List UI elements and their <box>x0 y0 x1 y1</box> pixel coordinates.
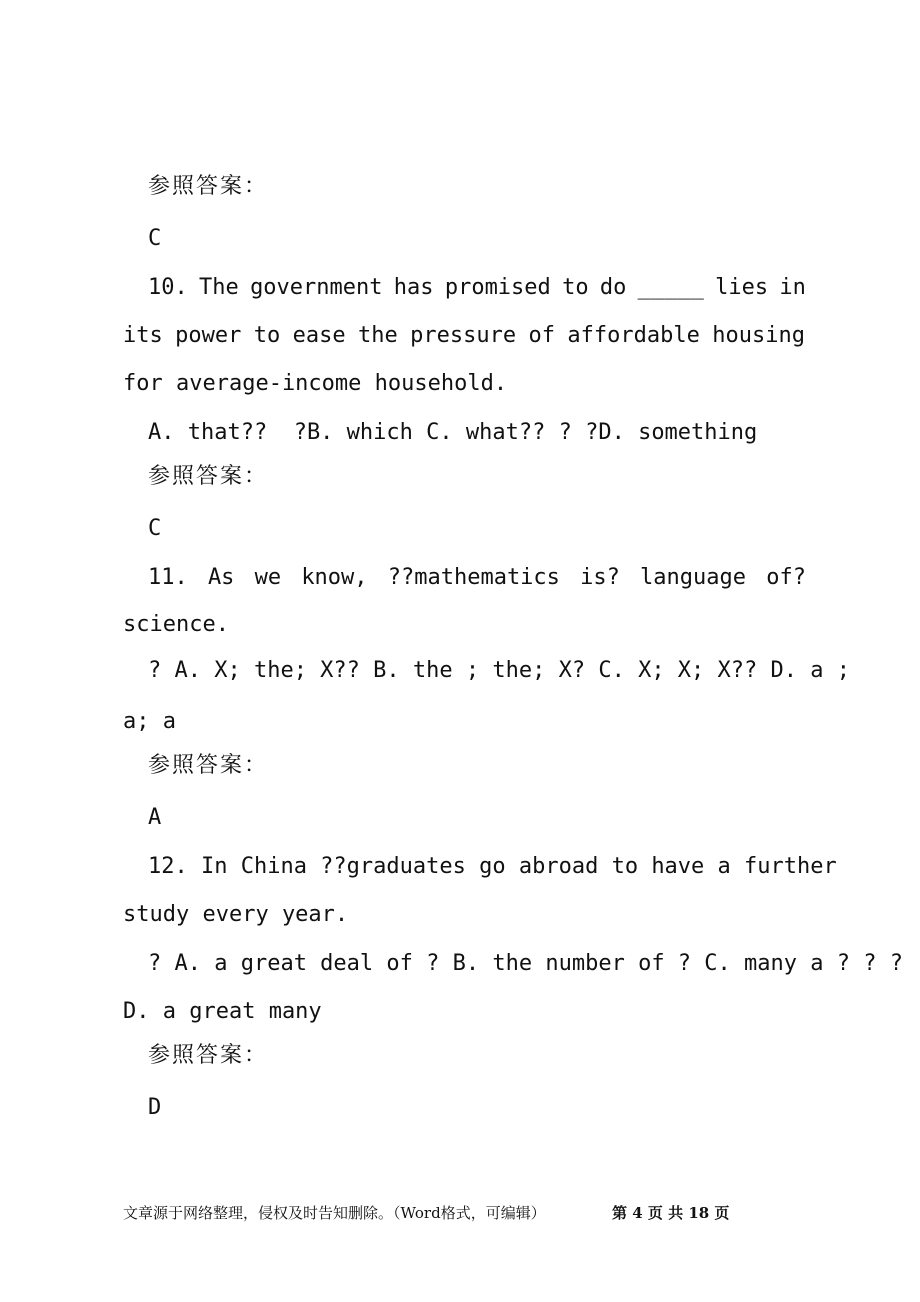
answer-blank: _____ <box>637 275 704 300</box>
word: As <box>207 565 235 590</box>
question-12-options-line-2: D. a great many <box>123 999 322 1024</box>
question-10-stem-line-2 <box>123 321 805 351</box>
word: ease <box>292 323 346 348</box>
question-12-stem-line-1: 12. In China ??graduates go abroad to have a further <box>148 854 837 879</box>
word: to <box>253 323 281 348</box>
footer-page-number: 第 4 页 共 18 页 <box>612 1204 730 1222</box>
word: ??mathematics <box>387 565 560 590</box>
word: 10. <box>148 275 188 300</box>
word: The <box>199 275 239 300</box>
answer-value: C <box>148 516 162 541</box>
question-11-options-line-1: ? A. X; the; X?? B. the ; the; X? C. X; X; X?? D. a ; <box>148 658 850 683</box>
question-11-options-line-2: a; a <box>123 709 176 734</box>
word: promised <box>444 275 551 300</box>
word: its <box>123 323 163 348</box>
word: is? <box>580 565 620 590</box>
word: the <box>358 323 398 348</box>
question-10-stem-line-1 <box>148 273 806 303</box>
word: of? <box>766 565 806 590</box>
question-12-stem-line-2: study every year. <box>123 902 349 927</box>
word: government <box>250 275 383 300</box>
word: has <box>393 275 434 300</box>
word: to <box>562 275 589 300</box>
answer-label: 参照答案： <box>148 174 269 199</box>
answer-label: 参照答案： <box>148 1043 269 1068</box>
answer-value: C <box>148 226 162 251</box>
word: lies <box>715 275 769 300</box>
word: housing <box>712 323 805 348</box>
word: affordable <box>567 323 700 348</box>
word: know, <box>301 565 368 590</box>
answer-label: 参照答案： <box>148 464 269 489</box>
word: in <box>779 275 806 300</box>
word: 11. <box>148 565 188 590</box>
answer-label: 参照答案： <box>148 753 269 778</box>
question-11-stem-line-2: science. <box>123 612 229 637</box>
word: language <box>640 565 747 590</box>
word: do <box>599 275 627 300</box>
question-10-options: A. that?? ?B. which C. what?? ? ?D. something <box>148 420 758 445</box>
question-11-stem-line-1 <box>148 563 806 593</box>
question-12-options-line-1: ? A. a great deal of ? B. the number of ? C. many a ? ? ? <box>148 951 903 976</box>
footer-source-note: 文章源于网络整理，侵权及时告知删除。（Word格式，可编辑） <box>123 1204 546 1222</box>
word: power <box>175 323 242 348</box>
word: of <box>528 323 556 348</box>
answer-value: D <box>148 1095 162 1120</box>
word: we <box>254 565 282 590</box>
answer-value: A <box>148 805 162 830</box>
word: pressure <box>410 323 517 348</box>
question-10-stem-line-3: for average-income household. <box>123 371 508 396</box>
